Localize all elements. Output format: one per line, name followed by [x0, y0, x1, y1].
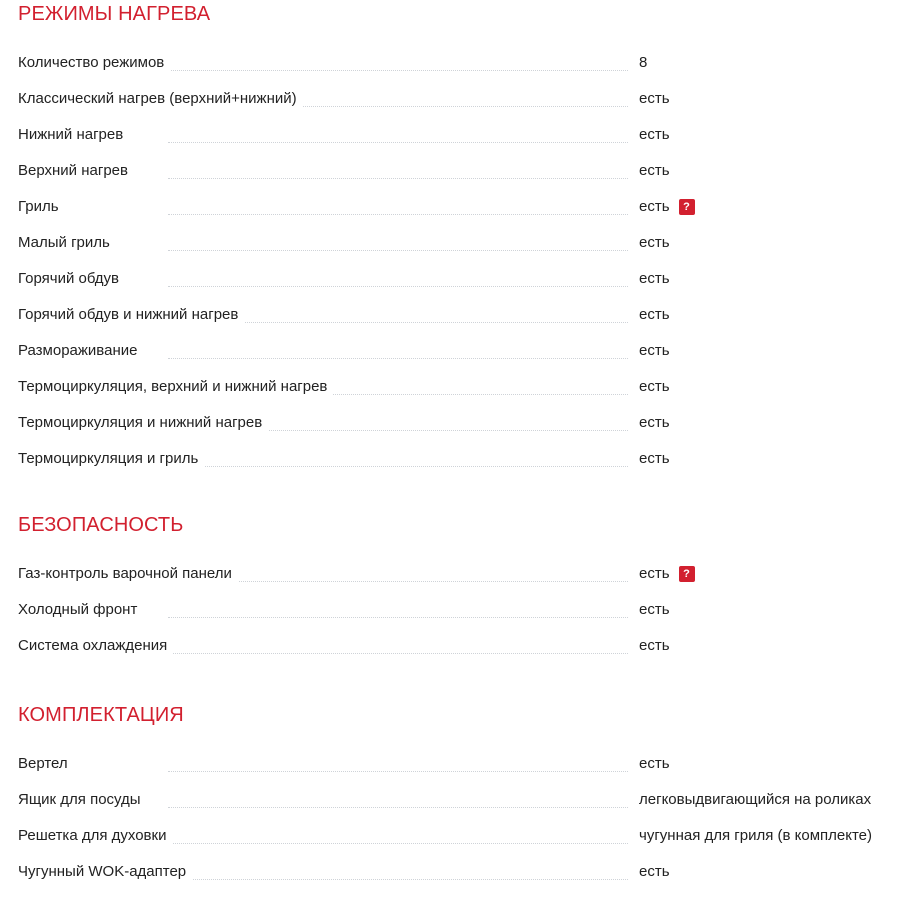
spec-value: [639, 785, 871, 815]
spec-value: [639, 857, 670, 887]
spec-value-text: легковыдвигающийся на роликах: [639, 791, 872, 808]
spec-value: [639, 631, 670, 661]
spec-value-text: есть: [639, 863, 670, 880]
spec-value: [639, 192, 695, 222]
dotted-leader: [168, 807, 628, 808]
spec-value-text: есть: [639, 342, 670, 359]
spec-label: Нижний нагрев: [18, 120, 129, 150]
spec-value-text: есть: [639, 162, 670, 179]
spec-list: [18, 48, 890, 480]
spec-label: Классический нагрев (верхний+нижний): [18, 84, 303, 114]
spec-row-cooling-system: [18, 631, 890, 667]
spec-row-dish-drawer: [18, 785, 890, 821]
spec-value: [639, 48, 647, 78]
dotted-leader: [168, 178, 628, 179]
dotted-leader: [168, 617, 628, 618]
spec-label: Размораживание: [18, 336, 143, 366]
section-title: РЕЖИМЫ НАГРЕВА: [18, 3, 211, 25]
dotted-leader: [168, 466, 628, 467]
spec-value-text: есть: [639, 414, 670, 431]
spec-list: [18, 559, 890, 667]
dotted-leader: [168, 286, 628, 287]
spec-row-small-grill: [18, 228, 890, 264]
spec-row-hot-air: [18, 264, 890, 300]
spec-label: Верхний нагрев: [18, 156, 134, 186]
spec-label: Вертел: [18, 749, 74, 779]
spec-list: [18, 749, 890, 893]
spec-value-text: есть: [639, 565, 670, 582]
spec-label: Холодный фронт: [18, 595, 143, 625]
spec-row-gas-control: [18, 559, 890, 595]
spec-row-bottom-heating: [18, 120, 890, 156]
spec-value-text: есть: [639, 378, 670, 395]
spec-value: [639, 408, 670, 438]
spec-value-text: есть: [639, 90, 670, 107]
spec-value: [639, 372, 670, 402]
question-mark-icon[interactable]: ?: [679, 199, 695, 215]
spec-label: Чугунный WOK-адаптер: [18, 857, 192, 887]
spec-value: [639, 559, 695, 589]
spec-row-modes-count: [18, 48, 890, 84]
spec-label: Малый гриль: [18, 228, 116, 258]
spec-label: Гриль: [18, 192, 65, 222]
spec-value-text: 8: [639, 54, 648, 71]
spec-label: Горячий обдув и нижний нагрев: [18, 300, 244, 330]
spec-row-cold-front: [18, 595, 890, 631]
spec-label: Количество режимов: [18, 48, 170, 78]
spec-value-text: чугунная для гриля (в комплекте): [639, 827, 873, 844]
spec-label: Система охлаждения: [18, 631, 173, 661]
spec-value-text: есть: [639, 637, 670, 654]
spec-row-convection-top-bottom: [18, 372, 890, 408]
spec-row-rotisserie: [18, 749, 890, 785]
spec-value-text: есть: [639, 755, 670, 772]
spec-value-text: есть: [639, 450, 670, 467]
question-mark-icon[interactable]: ?: [679, 566, 695, 582]
spec-row-oven-rack: [18, 821, 890, 857]
spec-row-hot-air-bottom: [18, 300, 890, 336]
section-title: КОМПЛЕКТАЦИЯ: [18, 704, 184, 726]
dotted-leader: [168, 879, 628, 880]
spec-value-text: есть: [639, 198, 670, 215]
spec-value-text: есть: [639, 126, 670, 143]
dotted-leader: [168, 843, 628, 844]
spec-value-text: есть: [639, 601, 670, 618]
dotted-leader: [168, 214, 628, 215]
spec-value: [639, 228, 670, 258]
spec-label: Газ-контроль варочной панели: [18, 559, 238, 589]
section-safety: [18, 511, 890, 667]
dotted-leader: [168, 358, 628, 359]
spec-row-convection-grill: [18, 444, 890, 480]
section-equipment: [18, 701, 890, 893]
section-heating-modes: [18, 0, 890, 480]
spec-value-text: есть: [639, 270, 670, 287]
spec-value: [639, 749, 670, 779]
spec-label: Горячий обдув: [18, 264, 125, 294]
spec-row-grill: [18, 192, 890, 228]
spec-value: [639, 336, 670, 366]
dotted-leader: [168, 70, 628, 71]
spec-row-wok-adapter: [18, 857, 890, 893]
spec-value: [639, 821, 872, 851]
spec-label: Ящик для посуды: [18, 785, 147, 815]
spec-label: Термоциркуляция и гриль: [18, 444, 204, 474]
section-title: БЕЗОПАСНОСТЬ: [18, 514, 184, 536]
spec-row-top-heating: [18, 156, 890, 192]
spec-value-text: есть: [639, 234, 670, 251]
spec-label: Решетка для духовки: [18, 821, 172, 851]
spec-value: [639, 595, 670, 625]
dotted-leader: [168, 653, 628, 654]
spec-value: [639, 156, 670, 186]
spec-value: [639, 264, 670, 294]
spec-row-defrost: [18, 336, 890, 372]
dotted-leader: [168, 250, 628, 251]
spec-value: [639, 444, 670, 474]
spec-label: Термоциркуляция и нижний нагрев: [18, 408, 268, 438]
dotted-leader: [168, 142, 628, 143]
spec-value: [639, 300, 670, 330]
spec-row-convection-bottom: [18, 408, 890, 444]
spec-value: [639, 120, 670, 150]
spec-value-text: есть: [639, 306, 670, 323]
dotted-leader: [168, 771, 628, 772]
spec-value: [639, 84, 670, 114]
spec-row-classic-heating: [18, 84, 890, 120]
spec-label: Термоциркуляция, верхний и нижний нагрев: [18, 372, 333, 402]
